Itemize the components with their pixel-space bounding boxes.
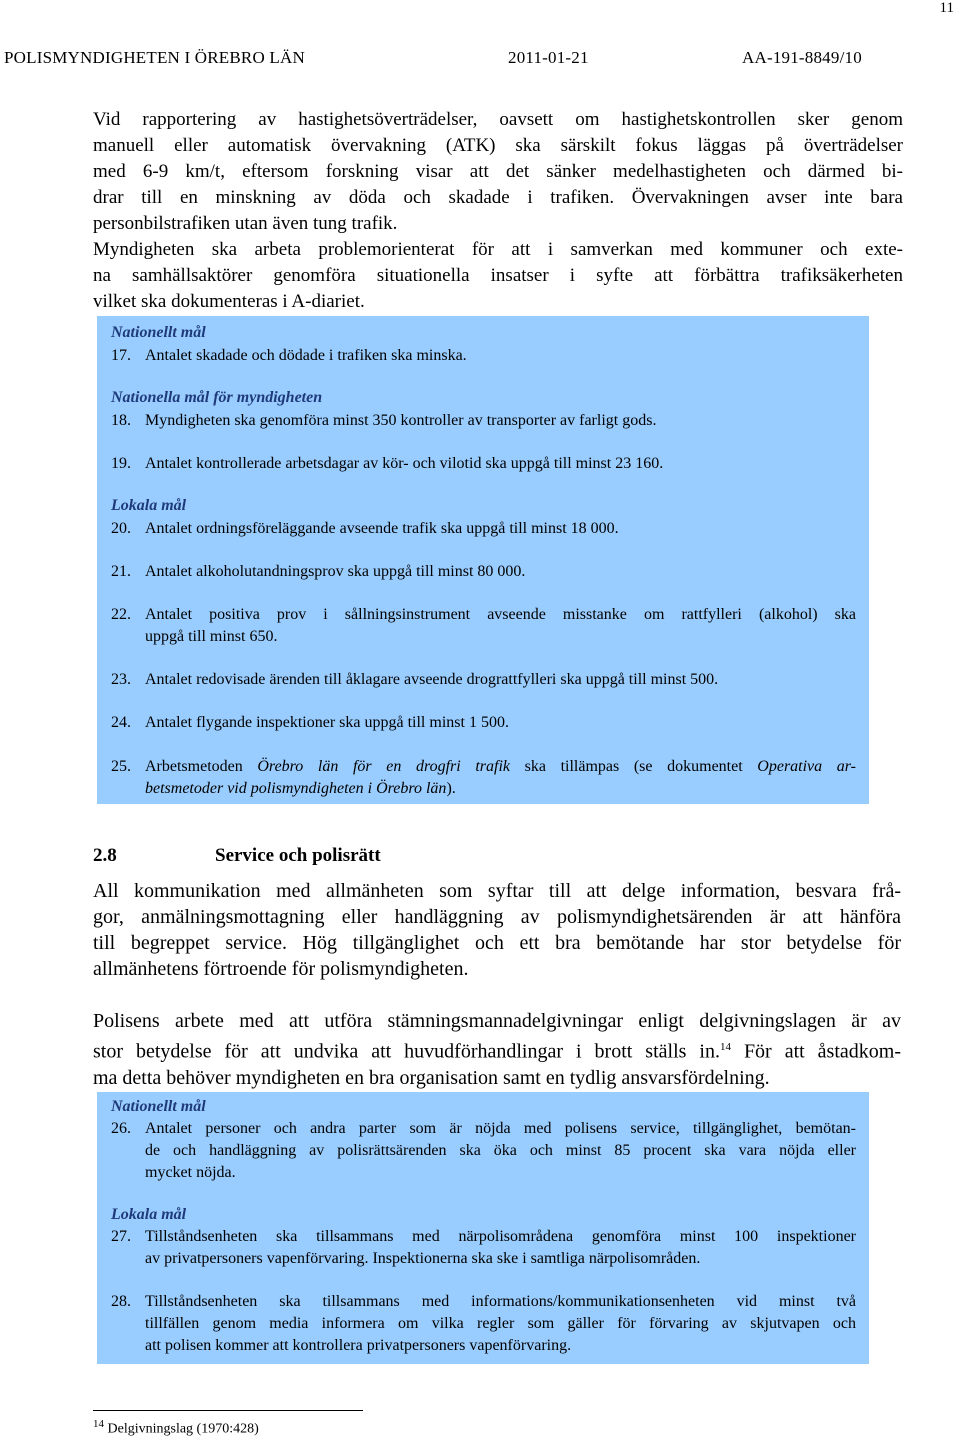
- service-line: till begreppet service. Hög tillgänglighet och ett bra bemötande har stor betydelse för: [93, 932, 901, 954]
- goal-21: 21. Antalet alkoholutandningsprov ska uppgå till minst 80 000.: [111, 563, 526, 580]
- intro-line: Myndigheten ska arbeta problemorienterat för att i samverkan med kommuner och exte-: [93, 239, 903, 260]
- goal-20: 20. Antalet ordningsföreläggande avseende trafik ska uppgå till minst 18 000.: [111, 520, 619, 537]
- section-title: Service och polisrätt: [215, 845, 381, 866]
- goal-19: 19. Antalet kontrollerade arbetsdagar av kör- och vilotid ska uppgå till minst 23 160.: [111, 455, 664, 472]
- national-authority-goals-heading: Nationella mål för myndigheten: [111, 389, 323, 406]
- service-line: gor, anmälningsmottagning eller handläggning av polismyndighetsärenden är att hänföra: [93, 906, 901, 928]
- intro-line: manuell eller automatisk övervakning (ATK) ska särskilt fokus läggas på överträdelser: [93, 135, 903, 156]
- goal-26: 26. Antalet personer och andra parter som är nöjda med polisens service, tillgänglighet, bemötan- de och handläggning av polisrättsärenden ska öka och minst 85 procent ska vara nöjda eller mycket nöjda.: [111, 1120, 856, 1181]
- intro-paragraph: [93, 107, 903, 315]
- summons-paragraph: Polisens arbete med att utföra stämningsmannadelgivningar enligt delgivningslagen är av stor betydelse för att undvika att huvudförhandlingar i brott ställs in.$^{14}$ För att åstadkom- ma detta behöver myndigheten en bra organisation samt en tydlig ansvarsfördelning.: [93, 1010, 901, 1089]
- goal-18: 18. Myndigheten ska genomföra minst 350 kontroller av transporter av farligt gods.: [111, 412, 657, 429]
- goal-22: 22. Antalet positiva prov i sållningsinstrument avseende misstanke om rattfylleri (alkohol) ska uppgå till minst 650.: [111, 606, 856, 645]
- footnote-ref[interactable]: 14: [719, 1041, 731, 1053]
- local-goals-heading: Lokala mål: [111, 497, 187, 514]
- national-goal-heading: Nationellt mål: [111, 324, 206, 341]
- intro-line: Vid rapportering av hastighetsöverträdelser, oavsett om hastighetskontrollen sker genom: [93, 109, 903, 130]
- goals-box-service: [97, 1092, 869, 1364]
- service-paragraph: [93, 878, 901, 982]
- goal-23: 23. Antalet redovisade ärenden till åklagare avseende drograttfylleri ska uppgå till minst 500.: [111, 671, 719, 688]
- goal-27: 27. Tillståndsenheten ska tillsammans med närpolisområdena genomföra minst 100 inspektioner av privatpersoners vapenförvaring. Inspektionerna ska ske i samtliga närpolisområden.: [111, 1228, 856, 1267]
- footnote: $^{14}$ Delgivningslag (1970:428): [93, 1418, 259, 1437]
- header-organization: POLISMYNDIGHETEN I ÖREBRO LÄN: [4, 48, 305, 67]
- intro-line: vilket ska dokumenteras i A-diariet.: [93, 291, 365, 312]
- header-reference: AA-191-8849/10: [742, 48, 862, 67]
- service-line: allmänhetens förtroende för polismyndigheten.: [93, 958, 469, 980]
- section-number: 2.8: [93, 845, 117, 866]
- intro-line: med 6-9 km/t, eftersom forskning visar att det sänker medelhastigheten och därmed bi-: [93, 161, 903, 182]
- goal-28: 28. Tillståndsenheten ska tillsammans med informations/kommunikationsenheten vid minst två tillfällen genom media informera om vilka regler som gäller för förvaring av skjutvapen och att polisen kommer att kontrollera privatpersoners vapenförvaring.: [111, 1293, 856, 1354]
- page-number: 11: [939, 0, 954, 16]
- footnote-divider: [93, 1410, 363, 1411]
- header-date: 2011-01-21: [508, 48, 589, 67]
- intro-line: personbilstrafiken utan även tung trafik.: [93, 213, 398, 234]
- national-goal-heading: Nationellt mål: [111, 1098, 206, 1115]
- goal-25: 25. Arbetsmetoden Örebro län för en drogfri trafik ska tillämpas (se dokumentet Operativa ar- betsmetoder vid polismyndigheten i Örebro län).: [111, 758, 857, 797]
- local-goals-heading: Lokala mål: [111, 1206, 187, 1223]
- intro-line: drar till en minskning av döda och skadade i trafiken. Övervakningen avser inte bara: [93, 187, 903, 208]
- intro-line: na samhällsaktörer genomföra situationella insatser i syfte att förbättra trafiksäkerheten: [93, 265, 903, 286]
- goal-17: 17. Antalet skadade och dödade i trafiken ska minska.: [111, 347, 467, 364]
- goals-box-traffic: [97, 316, 869, 804]
- goal-24: 24. Antalet flygande inspektioner ska uppgå till minst 1 500.: [111, 714, 509, 731]
- service-line: All kommunikation med allmänheten som syftar till att delge information, besvara frå-: [93, 880, 901, 902]
